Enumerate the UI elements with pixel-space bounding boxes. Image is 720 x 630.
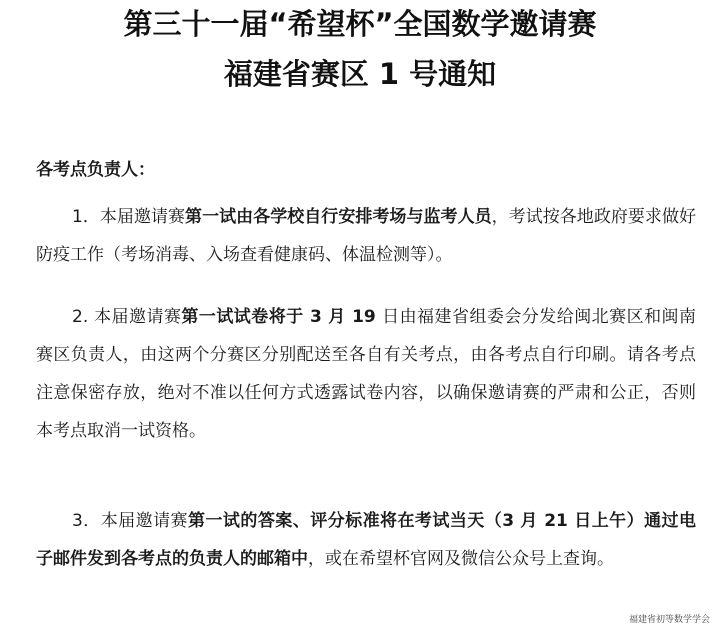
notice-title-line-2: 福建省赛区 1 号通知 — [223, 57, 497, 91]
watermark-text: 福建省初等数学学会 — [628, 615, 710, 625]
paragraph-3-segment: ，或在希望杯官网及微信公众号上查询。 — [308, 549, 614, 569]
paragraph-1-segment: 1．本届邀请赛 — [72, 207, 186, 227]
notice-title-line-1: 第三十一届“希望杯”全国数学邀请赛 — [123, 7, 597, 41]
paragraph-1-segment: ，考试按各地政府要求做好防疫工作（考场消毒、入场查看健康码、体温检测等）。 — [36, 207, 696, 265]
paragraph-1 — [36, 198, 696, 274]
paragraph-2-segment: 2. 本届邀请赛 — [72, 307, 182, 327]
paragraph-1-bold-segment: 第一试由各学校自行安排考场与监考人员 — [185, 207, 492, 227]
paragraph-2 — [36, 298, 696, 450]
salutation: 各考点负责人： — [36, 160, 155, 180]
paragraph-2-segment: 日由福建省组委会分发给闽北赛区和闽南赛区负责人，由这两个分赛区分别配送至各自有关考点，由各考点自行印刷。请各考点注意保密存放，绝对不准以任何方式透露试卷内容，以确保邀请赛的严肃和公正，否则本考点取消一试资格。 — [36, 307, 696, 441]
paragraph-3 — [36, 502, 696, 578]
paragraph-3-segment: 3．本届邀请赛 — [72, 511, 189, 531]
paragraph-2-bold-segment: 第一试试卷将于 3 月 19 — [181, 307, 383, 327]
paragraph-3-bold-segment: 第一试的答案、评分标准将在考试当天（3 月 21 日上午）通过电子邮件发到各考点的负责人的邮箱中 — [36, 511, 696, 569]
